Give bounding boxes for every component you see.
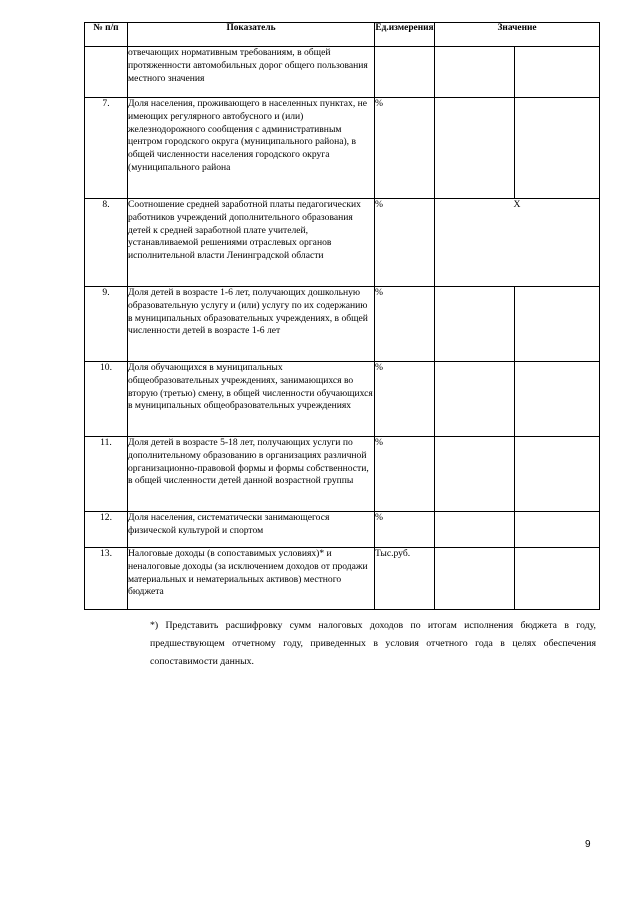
- row-num: 10.: [85, 362, 128, 437]
- row-value: [435, 98, 515, 199]
- row-indicator: Соотношение средней заработной платы педагогических работников учреждений дополнительного образования детей к средней заработной плате учителей, устанавливаемой решениями отраслевых органов исполнительной власти Ленинградской области: [128, 199, 375, 287]
- row-unit: Тыс.руб.: [375, 548, 435, 610]
- row-value-merged: X: [435, 199, 600, 287]
- row-num: 8.: [85, 199, 128, 287]
- row-value: [435, 47, 515, 98]
- row-value: [435, 548, 515, 610]
- row-num: 7.: [85, 98, 128, 199]
- row-value: [435, 512, 515, 548]
- row-num: [85, 47, 128, 98]
- header-indicator: Показатель: [128, 23, 375, 47]
- table-row: [85, 287, 600, 362]
- header-value: Значение: [435, 23, 600, 47]
- table-row: [85, 47, 600, 98]
- row-value: [435, 437, 515, 512]
- row-value-extra: [515, 548, 600, 610]
- header-num: № п/п: [85, 23, 128, 47]
- row-unit: %: [375, 512, 435, 548]
- table-row: [85, 512, 600, 548]
- table-row: [85, 437, 600, 512]
- row-unit: [375, 47, 435, 98]
- row-indicator: отвечающих нормативным требованиям, в общей протяженности автомобильных дорог общего пользования местного значения: [128, 47, 375, 98]
- row-num: 13.: [85, 548, 128, 610]
- page-number: 9: [585, 839, 591, 850]
- row-indicator: Доля населения, систематически занимающегося физической культурой и спортом: [128, 512, 375, 548]
- footnote: *) Представить расшифровку сумм налоговых доходов по итогам исполнения бюджета в году, предшествующем отчетному году, приведенных в условия отчетного года в целях обеспечения сопоставимости данных.: [150, 620, 596, 667]
- row-num: 11.: [85, 437, 128, 512]
- row-indicator: Доля населения, проживающего в населенных пунктах, не имеющих регулярного автобусного и (или) железнодорожного сообщения с административным центром городского округа (муниципального района), в общей численности населения городского округа (муниципального района: [128, 98, 375, 199]
- table-row: [85, 362, 600, 437]
- row-num: 9.: [85, 287, 128, 362]
- row-indicator: Доля обучающихся в муниципальных общеобразовательных учреждениях, занимающихся во вторую (третью) смену, в общей численности обучающихся в муниципальных общеобразовательных учреждениях: [128, 362, 375, 437]
- row-indicator: Доля детей в возрасте 5-18 лет, получающих услуги по дополнительному образованию в организациях различной организационно-правовой формы и формы собственности, в общей численности детей данной возрастной группы: [128, 437, 375, 512]
- row-value-extra: [515, 362, 600, 437]
- indicators-table: [84, 22, 600, 610]
- row-value-extra: [515, 47, 600, 98]
- row-value-extra: [515, 512, 600, 548]
- row-num: 12.: [85, 512, 128, 548]
- row-value: [435, 362, 515, 437]
- row-value-extra: [515, 437, 600, 512]
- row-indicator: Налоговые доходы (в сопоставимых условиях)* и неналоговые доходы (за исключением доходов от продажи материальных и нематериальных активов) местного бюджета: [128, 548, 375, 610]
- table-row: [85, 98, 600, 199]
- row-unit: %: [375, 199, 435, 287]
- row-value-extra: [515, 98, 600, 199]
- row-indicator: Доля детей в возрасте 1-6 лет, получающих дошкольную образовательную услугу и (или) услугу по их содержанию в муниципальных образовательных учреждениях, в общей численности детей в возрасте 1-6 лет: [128, 287, 375, 362]
- row-unit: %: [375, 362, 435, 437]
- table-header-row: [85, 23, 600, 47]
- row-unit: %: [375, 437, 435, 512]
- header-unit: Ед.измерения: [375, 23, 435, 47]
- row-unit: %: [375, 98, 435, 199]
- table-row: [85, 199, 600, 287]
- row-value: [435, 287, 515, 362]
- row-unit: %: [375, 287, 435, 362]
- table-row: [85, 548, 600, 610]
- row-value-extra: [515, 287, 600, 362]
